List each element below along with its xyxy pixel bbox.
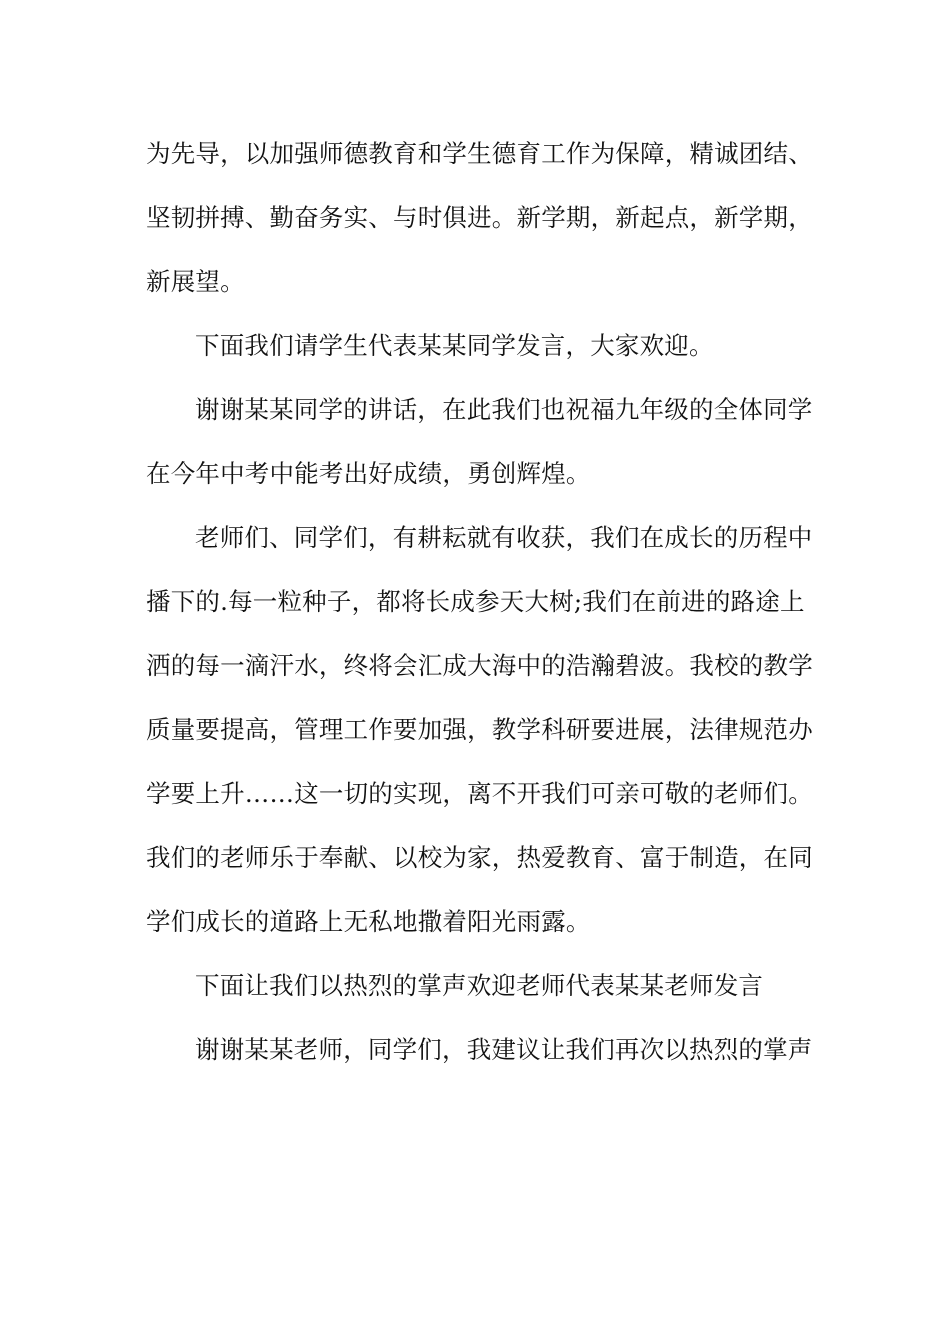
paragraph-start-line: 下面我们请学生代表某某同学发言，大家欢迎。 <box>195 331 714 360</box>
text-line: 在今年中考中能考出好成绩，勇创辉煌。 <box>146 459 591 488</box>
paragraph-start-line: 谢谢某某老师，同学们，我建议让我们再次以热烈的掌声 <box>195 1035 813 1064</box>
text-line: 为先导，以加强师德教育和学生德育工作为保障，精诚团结、 <box>146 139 813 168</box>
paragraph-start-line: 下面让我们以热烈的掌声欢迎老师代表某某老师发言 <box>195 971 764 1000</box>
text-line: 坚韧拼搏、勤奋务实、与时俱进。新学期，新起点，新学期， <box>146 203 813 232</box>
text-line: 我们的老师乐于奉献、以校为家，热爱教育、富于制造，在同 <box>146 843 813 872</box>
text-line: 洒的每一滴汗水，终将会汇成大海中的浩瀚碧波。我校的教学 <box>146 651 813 680</box>
paragraph-start-line: 谢谢某某同学的讲话，在此我们也祝福九年级的全体同学 <box>195 395 813 424</box>
text-line: 播下的.每一粒种子，都将长成参天大树;我们在前进的路途上 <box>146 587 805 616</box>
text-line: 质量要提高，管理工作要加强，教学科研要进展，法律规范办 <box>146 715 813 744</box>
document-body <box>146 122 818 1082</box>
paragraph-start-line: 老师们、同学们，有耕耘就有收获，我们在成长的历程中 <box>195 523 813 552</box>
text-line: 学要上升……这一切的实现，离不开我们可亲可敬的老师们。 <box>146 779 813 808</box>
text-line: 学们成长的道路上无私地撒着阳光雨露。 <box>146 907 591 936</box>
text-line: 新展望。 <box>146 267 245 296</box>
